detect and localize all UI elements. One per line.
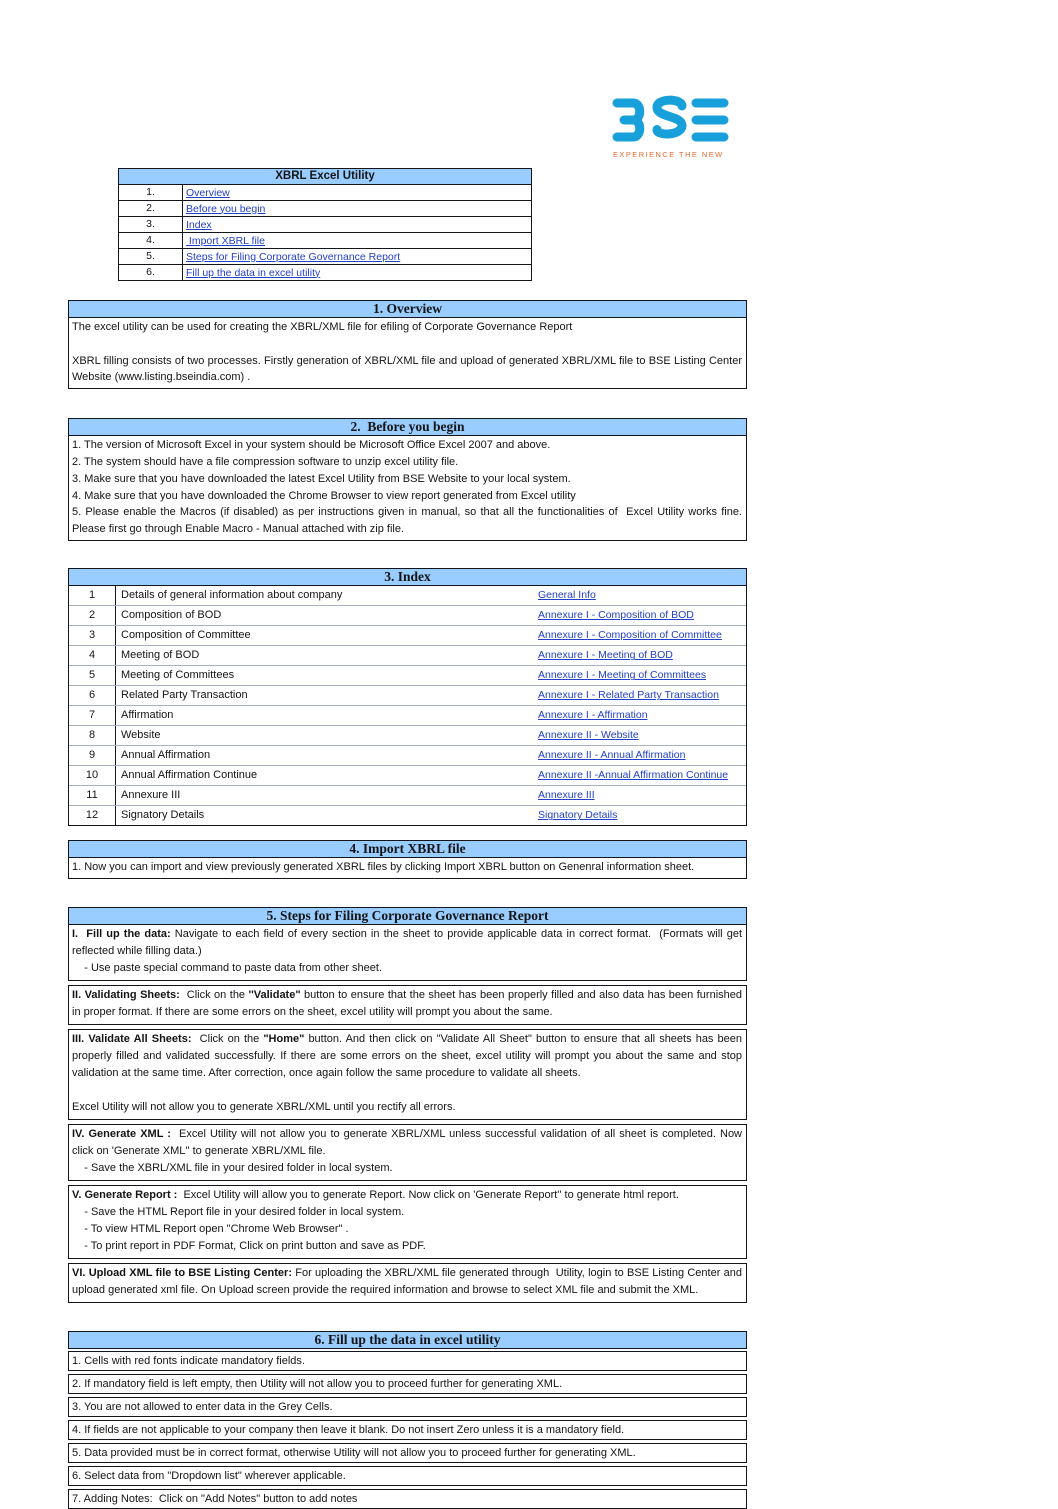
step-text: - Use paste special command to paste data from other sheet. — [72, 961, 382, 974]
index-row-number: 4 — [69, 646, 116, 665]
overview-para1: The excel utility can be used for creating the XBRL/XML file for efiling of Corporate Governance Report — [72, 321, 573, 333]
step-line — [72, 926, 746, 960]
step-bold-text: ''Validate" — [248, 988, 301, 1001]
step-bold-text: VI. Upload XML file to BSE Listing Center: — [72, 1266, 292, 1279]
toc-row-number: 6. — [119, 265, 183, 280]
step-text: Click on the — [191, 1032, 264, 1045]
index-row-number: 8 — [69, 726, 116, 745]
toc-row-number: 1. — [119, 185, 183, 200]
index-row-description: Details of general information about company — [121, 589, 343, 602]
index-row-number: 12 — [69, 806, 116, 825]
toc-link[interactable]: Import XBRL file — [186, 234, 265, 247]
main-column — [68, 300, 747, 1509]
before-item: 1. The version of Microsoft Excel in your system should be Microsoft Office Excel 2007 and above. — [72, 439, 551, 452]
section-fillup — [68, 1331, 747, 1509]
step-block — [68, 985, 747, 1025]
fillup-rule: 2. If mandatory field is left empty, then Utility will not allow you to proceed further for generating XML. — [68, 1374, 747, 1394]
step-bold-text: IV. Generate XML : — [72, 1127, 171, 1140]
step-block — [68, 1263, 747, 1303]
toc-link[interactable]: Steps for Filing Corporate Governance Report — [186, 250, 401, 263]
step-line — [72, 1204, 742, 1221]
step-bold-text: "Home" — [263, 1032, 305, 1045]
index-row-link[interactable]: Annexure I - Affirmation — [538, 709, 648, 722]
index-row-link[interactable]: Annexure II - Website — [538, 729, 639, 742]
step-line — [72, 1099, 742, 1116]
toc-row — [119, 264, 531, 280]
index-row — [69, 665, 746, 685]
before-item: 3. Make sure that you have downloaded the latest Excel Utility from BSE Website to your local system. — [72, 472, 571, 485]
toc-link[interactable]: Overview — [186, 186, 230, 199]
index-row-description: Annexure III — [121, 789, 181, 802]
step-text: Excel Utility will not allow you to generate XBRL/XML until you rectify all errors. — [72, 1100, 456, 1113]
toc-link[interactable]: Before you begin — [186, 202, 266, 215]
index-row-number: 6 — [69, 686, 116, 705]
step-text: Click on the — [179, 988, 249, 1001]
step-bold-text: I. Fill up the data: — [72, 927, 171, 940]
step-line — [72, 1031, 746, 1082]
index-row-description: Signatory Details — [121, 809, 205, 822]
index-header: 3. Index — [68, 568, 747, 586]
index-row — [69, 765, 746, 785]
overview-body — [68, 318, 747, 389]
toc-title: XBRL Excel Utility — [119, 169, 531, 185]
step-line — [72, 960, 742, 977]
index-row-number: 3 — [69, 626, 116, 645]
step-block — [68, 1185, 747, 1259]
before-item: 4. Make sure that you have downloaded the Chrome Browser to view report generated from Excel utility — [72, 489, 576, 502]
index-row-link[interactable]: Annexure I - Composition of Committee — [538, 629, 722, 642]
step-text: - To view HTML Report open "Chrome Web Browser" . — [72, 1222, 349, 1235]
toc-rows — [119, 185, 531, 280]
step-line — [72, 1221, 742, 1238]
step-line — [72, 1160, 742, 1177]
section-overview — [68, 300, 747, 389]
toc-row-number: 3. — [119, 217, 183, 232]
index-row-number: 7 — [69, 706, 116, 725]
section-index — [68, 568, 747, 826]
step-text: - Save the XBRL/XML file in your desired folder in local system. — [72, 1161, 393, 1174]
toc-row-number: 4. — [119, 233, 183, 248]
toc-table — [118, 168, 532, 281]
index-row-description: Meeting of Committees — [121, 669, 235, 682]
index-row-description: Composition of Committee — [121, 629, 251, 642]
step-block — [68, 925, 747, 981]
step-text: - Save the HTML Report file in your desired folder in local system. — [72, 1205, 405, 1218]
import-item: 1. Now you can import and view previously generated XBRL files by clicking Import XBRL button on Genenral information sheet. — [72, 860, 695, 873]
index-row — [69, 605, 746, 625]
before-item: 2. The system should have a file compression software to unzip excel utility file. — [72, 455, 459, 468]
index-row-number: 5 — [69, 666, 116, 685]
index-row-link[interactable]: Annexure I - Composition of BOD — [538, 609, 694, 622]
fillup-rule: 4. If fields are not applicable to your company then leave it blank. Do not insert Zero unless it is a mandatory field. — [68, 1420, 747, 1440]
toc-link[interactable]: Index — [186, 218, 212, 231]
before-body — [68, 436, 747, 541]
index-row-link[interactable]: Annexure I - Related Party Transaction — [538, 689, 719, 702]
index-row-link[interactable]: General Info — [538, 589, 596, 602]
toc-row-number: 5. — [119, 249, 183, 264]
section-before-you-begin — [68, 418, 747, 541]
toc-row — [119, 200, 531, 216]
spacer — [72, 336, 742, 353]
toc-row — [119, 248, 531, 264]
index-row — [69, 625, 746, 645]
index-row-number: 9 — [69, 746, 116, 765]
index-row-description: Website — [121, 729, 161, 742]
index-row-link[interactable]: Annexure I - Meeting of BOD — [538, 649, 673, 662]
index-row-description: Composition of BOD — [121, 609, 222, 622]
toc-row — [119, 232, 531, 248]
import-header: 4. Import XBRL file — [68, 840, 747, 858]
step-text: Excel Utility will not allow you to generate XBRL/XML unless successful validation of all sheet is completed. Now click on 'Generate XML'' to generate XBRL/XML file. — [72, 1127, 746, 1157]
index-row — [69, 705, 746, 725]
toc-row — [119, 185, 531, 200]
section-import-xbrl — [68, 840, 747, 879]
index-row-link[interactable]: Signatory Details — [538, 809, 618, 822]
fillup-rule: 3. You are not allowed to enter data in the Grey Cells. — [68, 1397, 747, 1417]
index-row-number: 2 — [69, 606, 116, 625]
index-row — [69, 725, 746, 745]
index-row-link[interactable]: Annexure II -Annual Affirmation Continue — [538, 769, 729, 782]
toc-row — [119, 216, 531, 232]
bse-tagline: EXPERIENCE THE NEW — [613, 150, 724, 159]
index-row — [69, 785, 746, 805]
index-row — [69, 586, 746, 605]
bse-logo — [610, 94, 738, 170]
index-row-number: 1 — [69, 586, 116, 605]
step-text: button. And then click on "Validate All Sheet" button to ensure that all sheets has been properly filled and validated successfully. If there are some errors on the sheet, excel utility will prompt you about the same and stop validation at the same time. After correction, once again follow the same procedure to validate all sheets. — [72, 1032, 746, 1079]
toc-row-number: 2. — [119, 201, 183, 216]
step-text: Excel Utility will allow you to generate Report. Now click on 'Generate Report'' to generate html report. — [177, 1188, 679, 1201]
step-line — [72, 987, 746, 1021]
index-row-number: 10 — [69, 766, 116, 785]
step-line — [72, 1126, 746, 1160]
step-text: - To print report in PDF Format, Click on print button and save as PDF. — [72, 1239, 426, 1252]
step-text: button to ensure that the sheet has been properly filled and also data has been furnished in proper format. If there are some errors on the sheet, excel utility will prompt you about the same. — [72, 988, 746, 1018]
fillup-rule: 6. Select data from "Dropdown list" wherever applicable. — [68, 1466, 747, 1486]
step-text: Navigate to each field of every section in the sheet to provide applicable data in correct format. (Formats will get reflected while filling data.) — [72, 927, 746, 957]
step-line — [72, 1082, 742, 1099]
index-row-description: Annual Affirmation Continue — [121, 769, 258, 782]
index-row-description: Affirmation — [121, 709, 174, 722]
bse-letters-icon — [617, 100, 724, 137]
index-row — [69, 745, 746, 765]
index-row-number: 11 — [69, 786, 116, 805]
fillup-header: 6. Fill up the data in excel utility — [68, 1331, 747, 1349]
step-text: For uploading the XBRL/XML file generated through Utility, login to BSE Listing Center and upload generated xml file. On Upload screen provide the required information and browse to select XML file and submit the XML. — [72, 1266, 746, 1296]
step-line — [72, 1187, 742, 1204]
overview-para2: XBRL filling consists of two processes. Firstly generation of XBRL/XML file and upload of generated XBRL/XML file to BSE Listing Center Website (www.listing.bseindia.com) . — [72, 354, 742, 384]
import-body — [68, 858, 747, 879]
fillup-rule: 7. Adding Notes: Click on "Add Notes" button to add notes — [68, 1489, 747, 1509]
index-row-link[interactable]: Annexure II - Annual Affirmation — [538, 749, 686, 762]
overview-header: 1. Overview — [68, 300, 747, 318]
steps-header: 5. Steps for Filing Corporate Governance Report — [68, 907, 747, 925]
index-row-link[interactable]: Annexure III — [538, 789, 595, 802]
before-header: 2. Before you begin — [68, 418, 747, 436]
index-row-description: Related Party Transaction — [121, 689, 248, 702]
index-table — [68, 586, 747, 826]
step-line — [72, 1265, 746, 1299]
fillup-rule: 5. Data provided must be in correct format, otherwise Utility will not allow you to proceed further for generating XML. — [68, 1443, 747, 1463]
index-row — [69, 645, 746, 665]
index-row-description: Meeting of BOD — [121, 649, 200, 662]
toc-link[interactable]: Fill up the data in excel utility — [186, 266, 321, 279]
step-bold-text: III. Validate All Sheets: — [72, 1032, 192, 1045]
step-line — [72, 1238, 742, 1255]
fillup-rows — [68, 1351, 747, 1509]
index-row — [69, 805, 746, 825]
step-block — [68, 1029, 747, 1120]
step-block — [68, 1124, 747, 1181]
index-row-description: Annual Affirmation — [121, 749, 211, 762]
step-bold-text: V. Generate Report : — [72, 1188, 178, 1201]
section-steps — [68, 907, 747, 1303]
bse-logo-graphic — [610, 94, 738, 170]
steps-blocks — [68, 925, 747, 1303]
step-bold-text: II. Validating Sheets: — [72, 988, 180, 1001]
index-row-link[interactable]: Annexure I - Meeting of Committees — [538, 669, 707, 682]
before-item: 5. Please enable the Macros (if disabled) as per instructions given in manual, so that all the functionalities of Excel Utility works fine. Please first go through Enable Macro - Manual attached with zip file. — [72, 506, 746, 536]
fillup-rule: 1. Cells with red fonts indicate mandatory fields. — [68, 1351, 747, 1371]
index-row — [69, 685, 746, 705]
